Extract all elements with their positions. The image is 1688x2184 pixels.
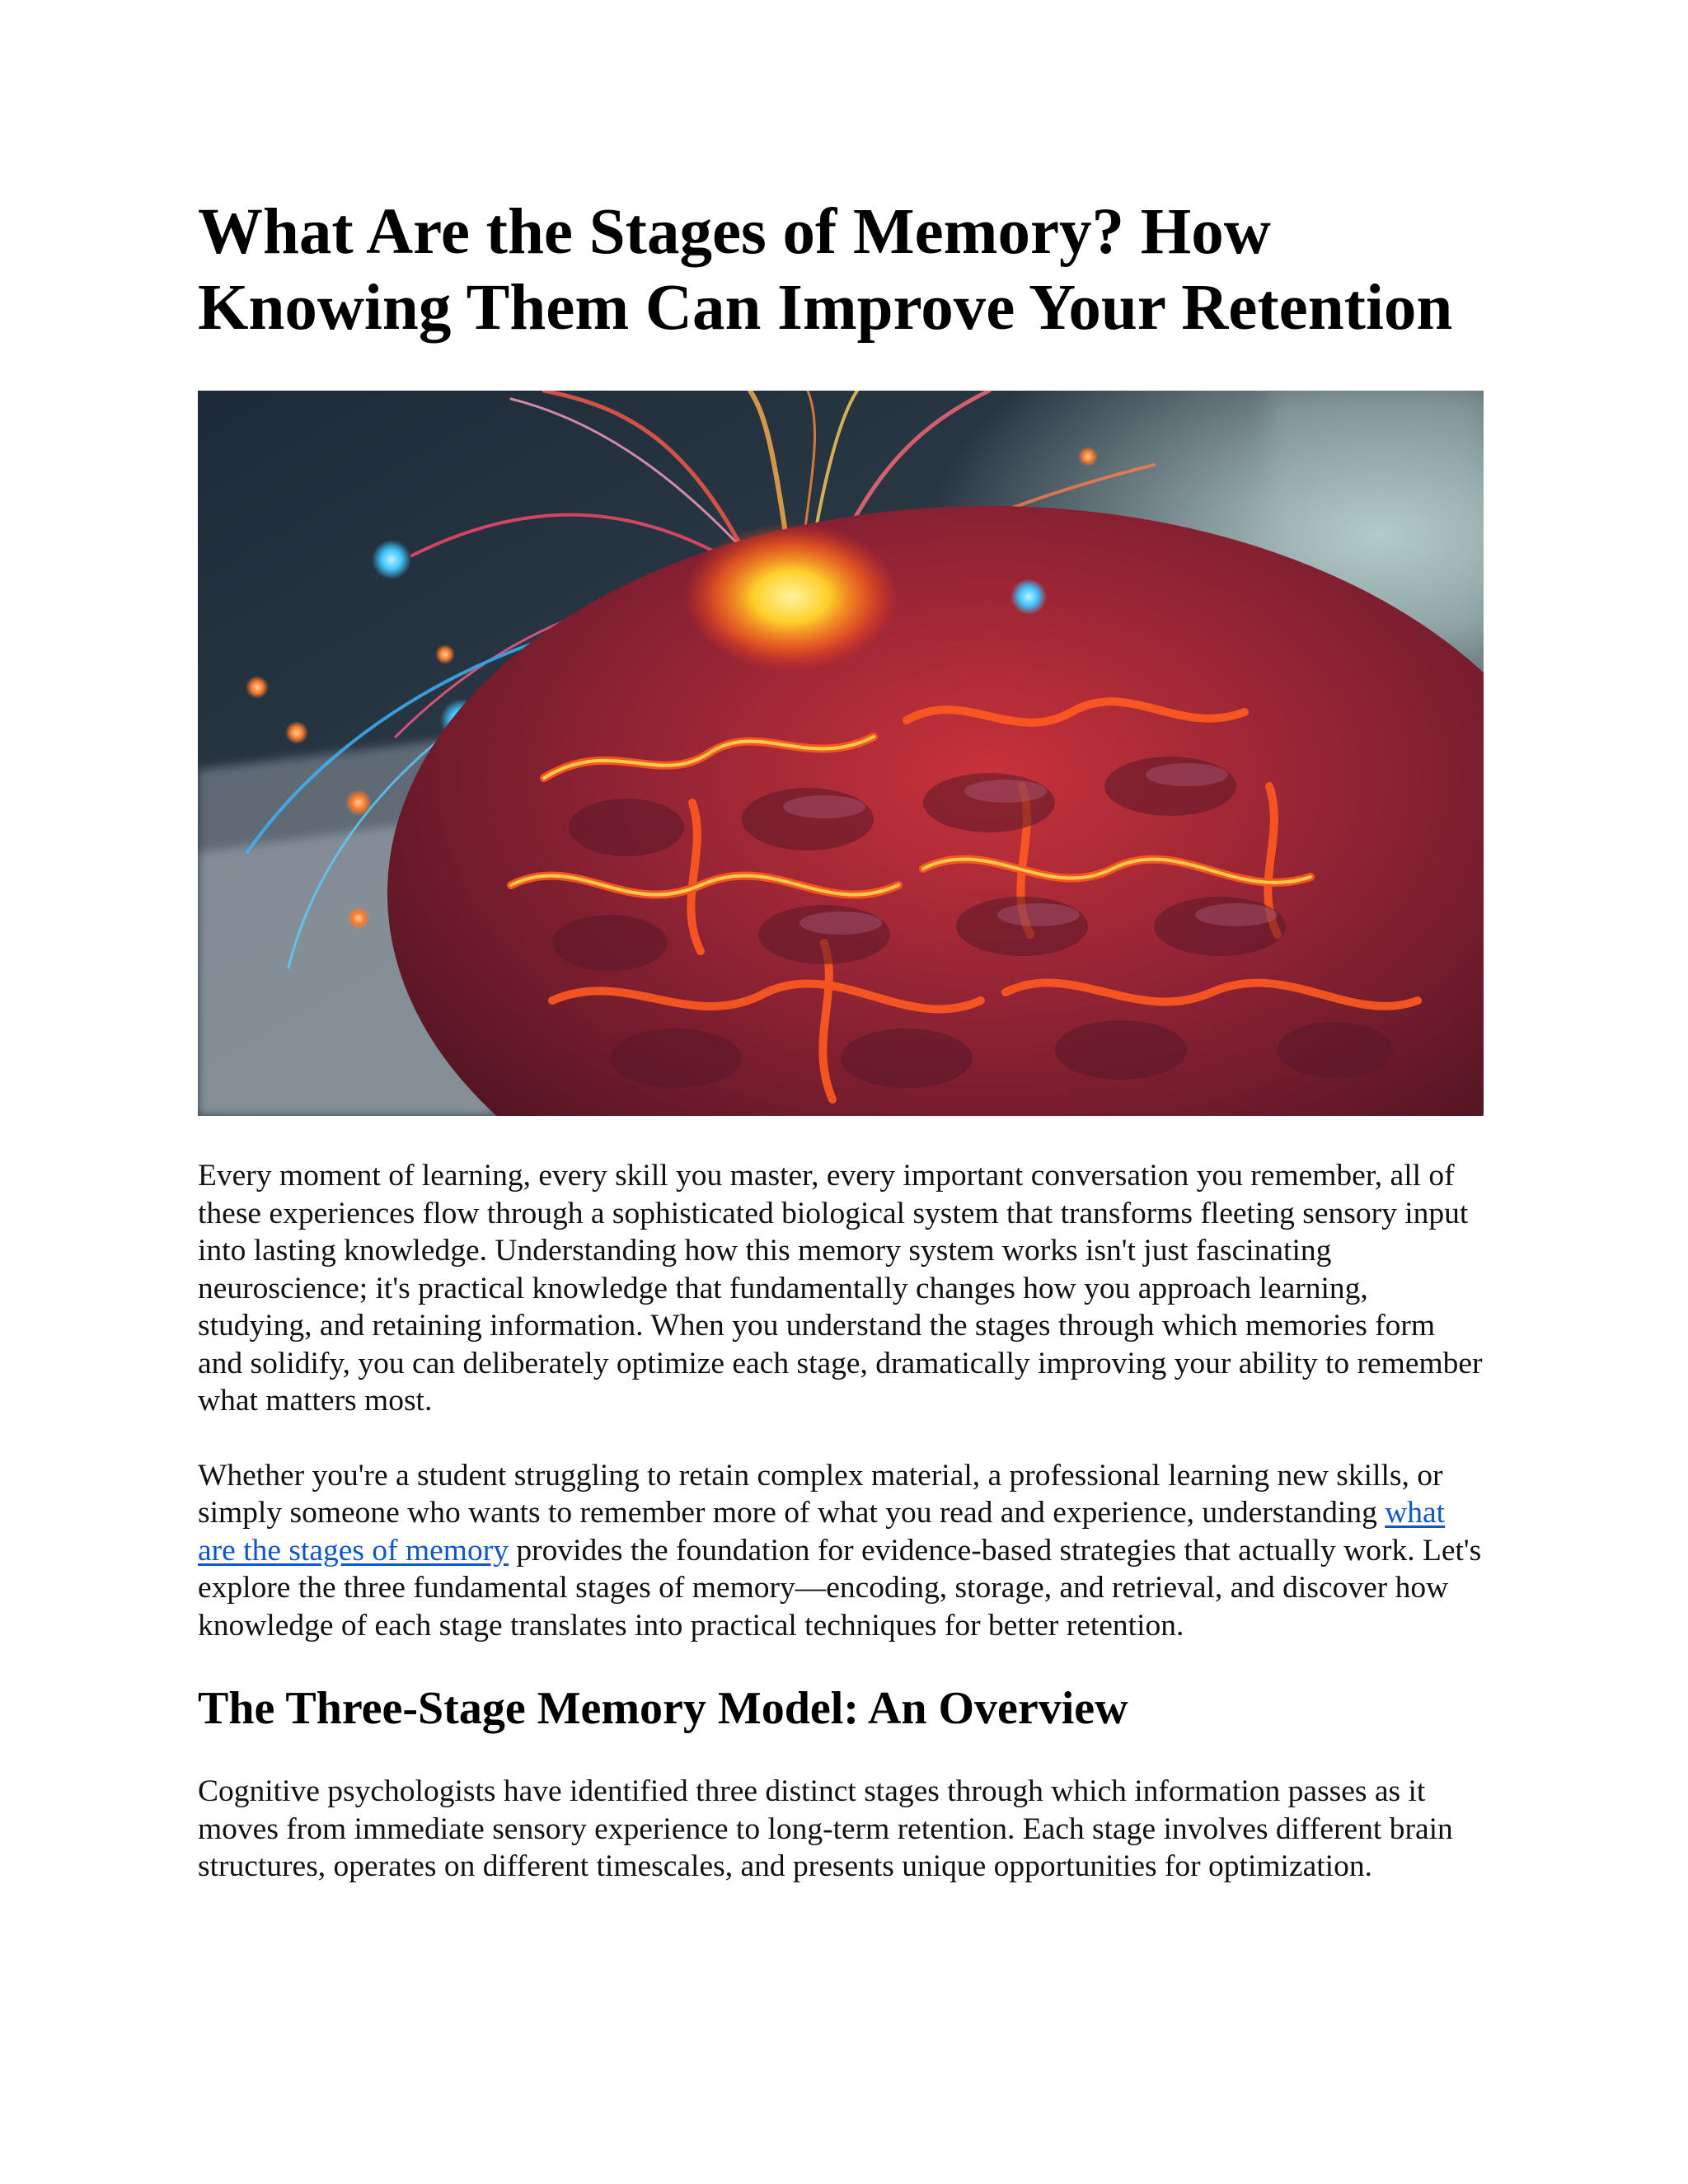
article [198,194,1484,1886]
second-paragraph [198,1457,1484,1645]
glowing-brain-illustration [198,391,1484,1116]
section-paragraph: Cognitive psychologists have identified three distinct stages through which information passes as it moves from immediate sensory experience to long-term retention. Each stage involves different brain structures, operates on different timescales, and presents unique opportunities for optimization. [198,1774,1453,1883]
second-paragraph-text-after: provides the foundation for evidence-based strategies that actually work. Let's explore the three fundamental stages of memory—encoding, storage, and retrieval, and discover how knowledge of each stage translates into practical techniques for better retention. [198,1533,1482,1643]
section-heading: The Three-Stage Memory Model: An Overview [198,1683,1128,1734]
stages-of-memory-link[interactable]: what are the stages of memory [198,1496,1446,1568]
second-paragraph-text-before: Whether you're a student struggling to retain complex material, a professional learning new skills, or simply someone who wants to remember more of what you read and experience, understanding [198,1458,1443,1530]
hero-brain-image [198,391,1484,1116]
intro-paragraph: Every moment of learning, every skill you master, every important conversation you remember, all of these experiences flow through a sophisticated biological system that transforms fleeting sensory input into lasting knowledge. Understanding how this memory system works isn't just fascinating neuroscience; it's practical knowledge that fundamentally changes how you approach learning, studying, and retaining information. When you understand the stages through which memories form and solidify, you can deliberately optimize each stage, dramatically improving your ability to remember what matters most. [198,1159,1483,1418]
article-title: What Are the Stages of Memory? How Knowing Them Can Improve Your Retention [198,196,1453,344]
